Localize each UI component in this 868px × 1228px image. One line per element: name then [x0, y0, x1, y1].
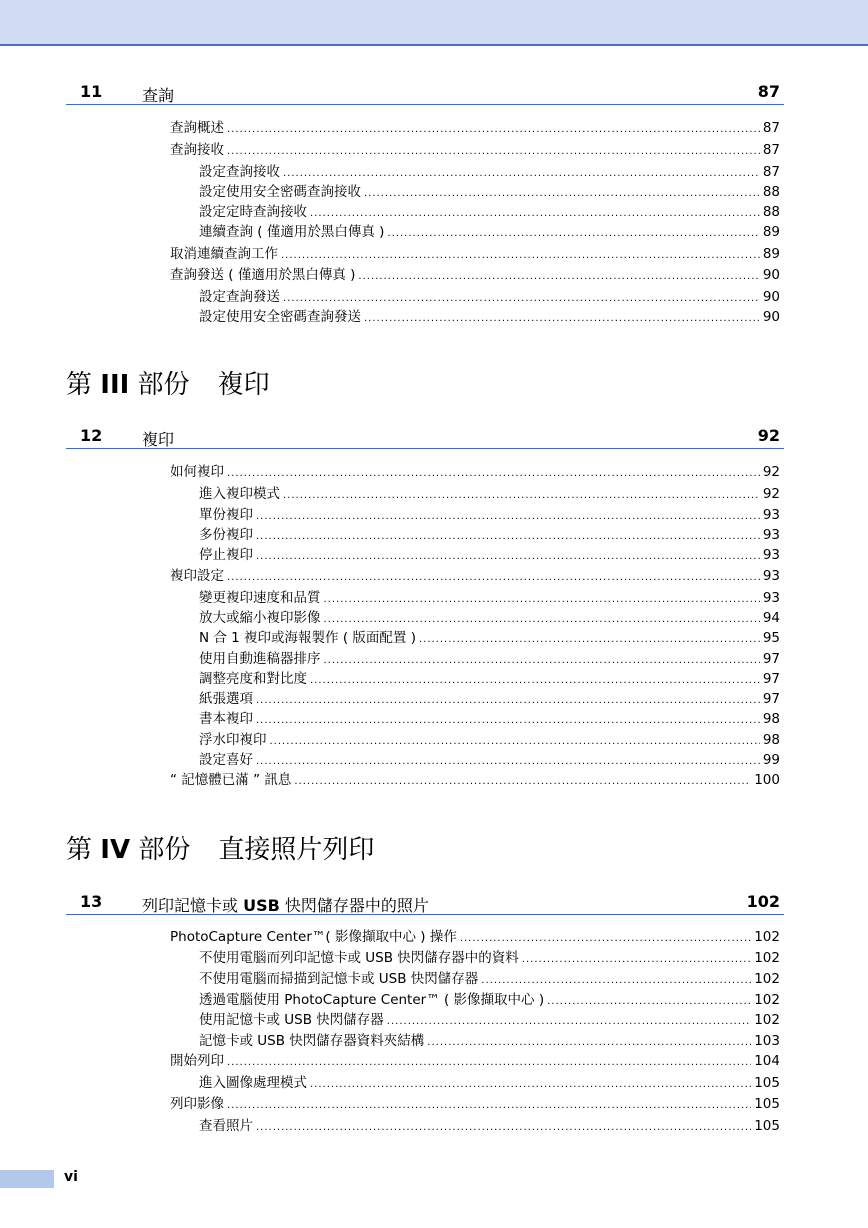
toc-entry[interactable]	[170, 1094, 780, 1114]
dot-leader	[324, 651, 760, 671]
toc-subentry[interactable]	[199, 287, 780, 307]
header-band	[0, 0, 868, 46]
toc-subentry[interactable]	[199, 505, 780, 525]
toc-entry[interactable]	[170, 265, 780, 285]
dot-leader	[310, 671, 760, 691]
toc-entry-title: 查詢發送 ( 僅適用於黑白傳真 )	[170, 267, 356, 283]
part-roman-numeral: III	[100, 370, 130, 400]
chapter-title	[142, 893, 429, 916]
toc-entry-page: 88	[762, 184, 780, 200]
toc-entry[interactable]	[170, 244, 780, 264]
toc-entry[interactable]	[170, 462, 780, 482]
chapter-11-heading	[66, 82, 784, 105]
toc-subentry[interactable]	[199, 649, 780, 669]
toc-entry-title: 查看照片	[199, 1118, 253, 1134]
dot-leader	[227, 568, 760, 588]
dot-leader	[427, 1033, 751, 1053]
dot-leader	[324, 590, 760, 610]
toc-entry-title: 記憶卡或 USB 快閃儲存器資料夾結構	[199, 1033, 425, 1049]
toc-entry-title: 單份複印	[199, 507, 253, 523]
toc-entry-title: 設定查詢發送	[199, 289, 280, 305]
toc-entry-page: 103	[754, 1033, 780, 1049]
toc-entry-page: 93	[762, 527, 780, 543]
toc-subentry[interactable]	[199, 307, 780, 327]
part-title: 複印	[217, 370, 270, 400]
toc-entry-page: 87	[762, 120, 780, 136]
toc-entry-page: 102	[754, 971, 780, 987]
chapter-page: 87	[757, 82, 780, 101]
toc-subentry[interactable]	[199, 588, 780, 608]
toc-entry-page: 93	[762, 547, 780, 563]
page-number: vi	[64, 1169, 78, 1185]
toc-entry-page: 98	[762, 732, 780, 748]
toc-entry-title: 使用記憶卡或 USB 快閃儲存器	[199, 1012, 384, 1028]
toc-entry-page: 90	[762, 267, 780, 283]
toc-entry-title: 複印設定	[170, 568, 224, 584]
toc-entry-title: 設定使用安全密碼查詢發送	[199, 309, 361, 325]
toc-subentry[interactable]	[199, 608, 780, 628]
toc-subentry[interactable]	[199, 948, 780, 968]
dot-leader	[283, 164, 760, 184]
dot-leader	[358, 267, 759, 287]
toc-entry-page: 105	[754, 1075, 780, 1091]
toc-entry-page: 104	[754, 1053, 780, 1069]
toc-entry-title: 設定查詢接收	[199, 164, 280, 180]
toc-subentry[interactable]	[199, 1116, 780, 1136]
dot-leader	[310, 1075, 751, 1095]
dot-leader	[256, 547, 760, 567]
toc-entry[interactable]	[170, 140, 780, 160]
dot-leader	[256, 752, 760, 772]
toc-entry-page: 102	[754, 1012, 780, 1028]
part-title: 直接照片列印	[218, 835, 375, 865]
toc-subentry[interactable]	[199, 709, 780, 729]
toc-subentry[interactable]	[199, 1031, 780, 1051]
chapter-13-heading	[66, 892, 784, 915]
toc-entry-title: 使用自動進稿器排序	[199, 651, 321, 667]
toc-subentry[interactable]	[199, 1010, 780, 1030]
chapter-page: 102	[746, 892, 780, 911]
toc-entry-page: 97	[762, 671, 780, 687]
dot-leader	[460, 929, 751, 949]
toc-entry-title: 進入圖像處理模式	[199, 1075, 307, 1091]
toc-entry[interactable]	[170, 566, 780, 586]
toc-subentry[interactable]	[199, 669, 780, 689]
toc-subentry[interactable]	[199, 628, 780, 648]
toc-entry-title: 連續查詢 ( 僅適用於黑白傳真 )	[199, 224, 385, 240]
part-suffix: 部份	[130, 835, 191, 865]
toc-subentry[interactable]	[199, 730, 780, 750]
part-3-heading	[66, 364, 270, 401]
part-roman-numeral: IV	[100, 835, 131, 865]
toc-entry-title: 浮水印複印	[199, 732, 267, 748]
toc-entry[interactable]	[170, 1051, 780, 1071]
dot-leader	[387, 224, 759, 244]
toc-entry-title: 設定定時查詢接收	[199, 204, 307, 220]
toc-subentry[interactable]	[199, 222, 780, 242]
dot-leader	[227, 464, 760, 484]
toc-entry-title: 開始列印	[170, 1053, 224, 1069]
toc-entry-page: 105	[754, 1118, 780, 1134]
dot-leader	[227, 1096, 751, 1116]
toc-entry-title: 書本複印	[199, 711, 253, 727]
toc-entry-page: 94	[762, 610, 780, 626]
toc-entry-title: 紙張選項	[199, 691, 253, 707]
toc-entry[interactable]	[170, 770, 780, 790]
toc-entry-page: 95	[762, 630, 780, 646]
toc-entry-title: “ 記憶體已滿 ” 訊息	[170, 772, 292, 788]
dot-leader	[522, 950, 751, 970]
dot-leader	[227, 120, 760, 140]
toc-entry-title: PhotoCapture Center™( 影像擷取中心 ) 操作	[170, 929, 457, 945]
chapter-page: 92	[757, 426, 780, 445]
part-prefix: 第	[66, 370, 101, 400]
toc-entry-page: 100	[754, 772, 780, 788]
toc-entry-page: 88	[762, 204, 780, 220]
toc-entry-page: 102	[754, 929, 780, 945]
toc-entry-page: 90	[762, 289, 780, 305]
toc-entry-page: 105	[754, 1096, 780, 1112]
toc-entry-page: 90	[762, 309, 780, 325]
dot-leader	[364, 184, 760, 204]
dot-leader	[227, 142, 760, 162]
dot-leader	[256, 507, 760, 527]
dot-leader	[481, 971, 751, 991]
dot-leader	[283, 486, 760, 506]
toc-entry-page: 89	[762, 246, 780, 262]
chapter-number: 12	[80, 426, 103, 445]
toc-entry-title: 取消連續查詢工作	[170, 246, 278, 262]
dot-leader	[419, 630, 760, 650]
toc-subentry[interactable]	[199, 202, 780, 222]
toc-subentry[interactable]	[199, 525, 780, 545]
dot-leader	[256, 691, 760, 711]
toc-entry-title: 查詢概述	[170, 120, 224, 136]
dot-leader	[281, 246, 760, 266]
toc-entry-page: 93	[762, 590, 780, 606]
dot-leader	[227, 1053, 751, 1073]
toc-subentry[interactable]	[199, 990, 780, 1010]
toc-subentry[interactable]	[199, 689, 780, 709]
toc-entry-page: 87	[762, 164, 780, 180]
dot-leader	[324, 610, 760, 630]
toc-entry-title: 不使用電腦而列印記憶卡或 USB 快閃儲存器中的資料	[199, 950, 519, 966]
toc-entry-title: 停止複印	[199, 547, 253, 563]
dot-leader	[256, 711, 760, 731]
footer-tab	[0, 1170, 54, 1188]
toc-subentry[interactable]	[199, 182, 780, 202]
toc-entry-page: 87	[762, 142, 780, 158]
toc-entry-title: 如何複印	[170, 464, 224, 480]
toc-entry[interactable]	[170, 927, 780, 947]
part-4-heading	[66, 829, 374, 866]
toc-entry-title: 透過電腦使用 PhotoCapture Center™ ( 影像擷取中心 )	[199, 992, 545, 1008]
toc-entry-page: 93	[762, 507, 780, 523]
dot-leader	[387, 1012, 751, 1032]
toc-entry-page: 97	[762, 691, 780, 707]
toc-entry-page: 92	[762, 464, 780, 480]
toc-entry-title: 進入複印模式	[199, 486, 280, 502]
toc-subentry[interactable]	[199, 750, 780, 770]
toc-entry-title: 不使用電腦而掃描到記憶卡或 USB 快閃儲存器	[199, 971, 479, 987]
dot-leader	[310, 204, 760, 224]
chapter-number: 13	[80, 892, 103, 911]
toc-entry-title: N 合 1 複印或海報製作 ( 版面配置 )	[199, 630, 416, 646]
dot-leader	[547, 992, 751, 1012]
chapter-title: 查詢	[142, 86, 175, 105]
dot-leader	[256, 527, 760, 547]
toc-entry-title: 設定使用安全密碼查詢接收	[199, 184, 361, 200]
part-prefix: 第	[66, 835, 101, 865]
chapter-title-part: 快閃儲存器中的照片	[279, 896, 429, 915]
chapter-title-part: USB	[243, 896, 280, 915]
toc-entry-title: 放大或縮小複印影像	[199, 610, 321, 626]
toc-entry-page: 102	[754, 950, 780, 966]
dot-leader	[283, 289, 760, 309]
toc-entry-title: 多份複印	[199, 527, 253, 543]
toc-entry-title: 變更複印速度和品質	[199, 590, 321, 606]
chapter-number: 11	[80, 82, 103, 101]
toc-entry[interactable]	[170, 118, 780, 138]
toc-entry-title: 查詢接收	[170, 142, 224, 158]
toc-entry-title: 設定喜好	[199, 752, 253, 768]
toc-subentry[interactable]	[199, 162, 780, 182]
toc-entry-page: 92	[762, 486, 780, 502]
toc-entry-title: 調整亮度和對比度	[199, 671, 307, 687]
dot-leader	[256, 1118, 751, 1138]
chapter-12-heading	[66, 426, 784, 449]
toc-entry-page: 89	[762, 224, 780, 240]
toc-entry-page: 99	[762, 752, 780, 768]
dot-leader	[364, 309, 760, 329]
chapter-title-part: 列印記憶卡或	[142, 896, 244, 915]
toc-subentry[interactable]	[199, 1073, 780, 1093]
toc-entry-page: 98	[762, 711, 780, 727]
chapter-title: 複印	[142, 430, 175, 449]
toc-entry-page: 102	[754, 992, 780, 1008]
part-suffix: 部份	[129, 370, 190, 400]
toc-subentry[interactable]	[199, 484, 780, 504]
toc-entry-title: 列印影像	[170, 1096, 224, 1112]
toc-subentry[interactable]	[199, 545, 780, 565]
toc-entry-page: 97	[762, 651, 780, 667]
dot-leader	[294, 772, 751, 792]
toc-subentry[interactable]	[199, 969, 780, 989]
toc-entry-page: 93	[762, 568, 780, 584]
dot-leader	[270, 732, 760, 752]
